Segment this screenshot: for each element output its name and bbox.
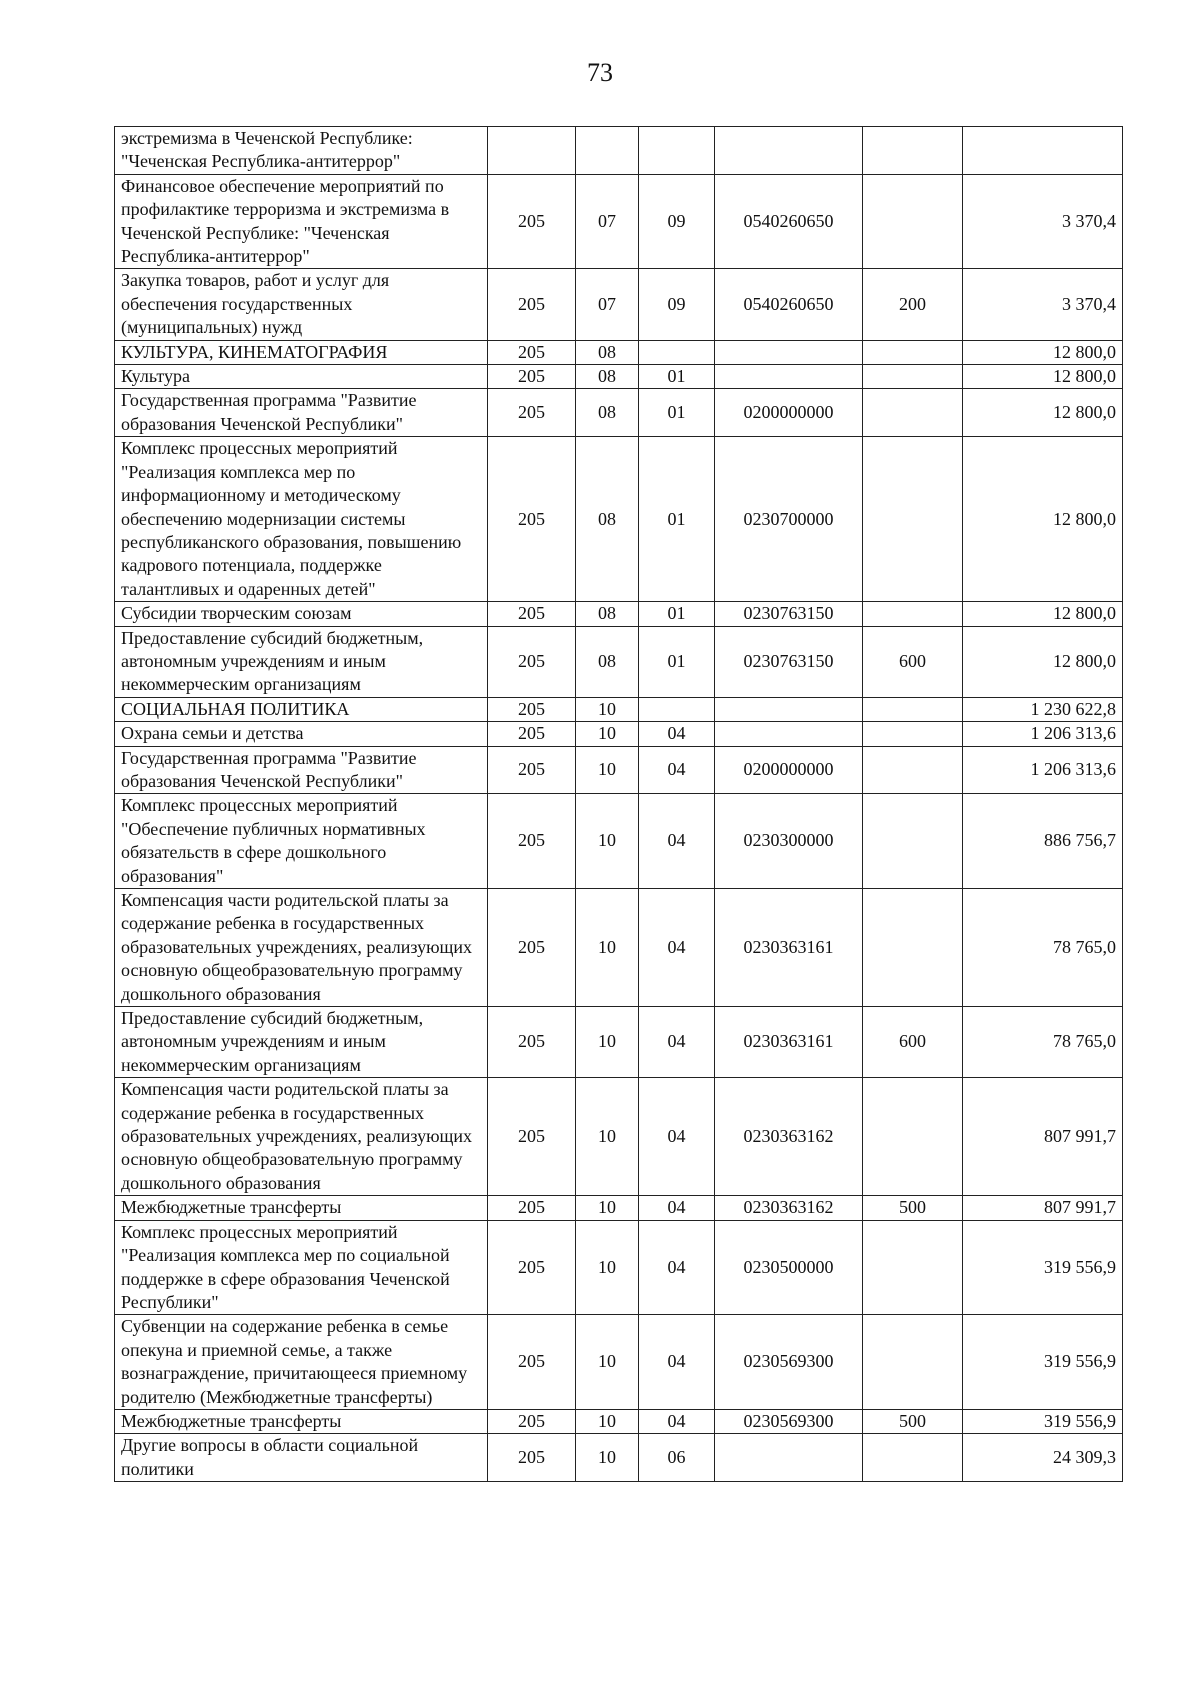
target-article-code: 0230500000 xyxy=(715,1220,863,1315)
subsection-code: 01 xyxy=(639,365,715,389)
target-article-code xyxy=(715,365,863,389)
amount: 24 309,3 xyxy=(963,1434,1123,1482)
grbs-code: 205 xyxy=(488,1220,576,1315)
section-code: 08 xyxy=(576,340,639,364)
amount: 78 765,0 xyxy=(963,889,1123,1007)
amount: 78 765,0 xyxy=(963,1007,1123,1078)
table-row xyxy=(115,626,1123,697)
section-code: 10 xyxy=(576,1196,639,1220)
budget-table-body xyxy=(115,127,1123,1482)
grbs-code: 205 xyxy=(488,722,576,746)
table-row xyxy=(115,697,1123,721)
budget-table xyxy=(114,126,1123,1482)
amount: 12 800,0 xyxy=(963,365,1123,389)
amount: 1 230 622,8 xyxy=(963,697,1123,721)
subsection-code: 04 xyxy=(639,794,715,889)
expense-name: Предоставление субсидий бюджетным, автономным учреждениям и иным некоммерческим организациям xyxy=(115,626,488,697)
section-code: 07 xyxy=(576,174,639,269)
expense-type-code xyxy=(863,889,963,1007)
target-article-code xyxy=(715,697,863,721)
expense-name: экстремизма в Чеченской Республике: "Чеченская Республика-антитеррор" xyxy=(115,127,488,175)
grbs-code: 205 xyxy=(488,1409,576,1433)
table-row xyxy=(115,389,1123,437)
table-row xyxy=(115,794,1123,889)
expense-name: Межбюджетные трансферты xyxy=(115,1196,488,1220)
amount: 3 370,4 xyxy=(963,269,1123,340)
subsection-code: 09 xyxy=(639,174,715,269)
grbs-code: 205 xyxy=(488,794,576,889)
grbs-code: 205 xyxy=(488,1434,576,1482)
table-row xyxy=(115,269,1123,340)
expense-type-code xyxy=(863,1315,963,1410)
grbs-code: 205 xyxy=(488,1196,576,1220)
amount: 12 800,0 xyxy=(963,602,1123,626)
expense-name: Субсидии творческим союзам xyxy=(115,602,488,626)
subsection-code: 01 xyxy=(639,389,715,437)
expense-name: Другие вопросы в области социальной политики xyxy=(115,1434,488,1482)
expense-name: Компенсация части родительской платы за содержание ребенка в государственных образовательных учреждениях, реализующих основную общеобразовательную программу дошкольного образования xyxy=(115,1078,488,1196)
table-row xyxy=(115,1409,1123,1433)
amount: 1 206 313,6 xyxy=(963,746,1123,794)
expense-name: СОЦИАЛЬНАЯ ПОЛИТИКА xyxy=(115,697,488,721)
grbs-code: 205 xyxy=(488,340,576,364)
section-code: 10 xyxy=(576,1007,639,1078)
subsection-code: 04 xyxy=(639,1007,715,1078)
expense-name: Компенсация части родительской платы за содержание ребенка в государственных образовательных учреждениях, реализующих основную общеобразовательную программу дошкольного образования xyxy=(115,889,488,1007)
section-code: 10 xyxy=(576,794,639,889)
table-row xyxy=(115,1007,1123,1078)
target-article-code xyxy=(715,1434,863,1482)
section-code xyxy=(576,127,639,175)
expense-type-code xyxy=(863,1434,963,1482)
subsection-code: 09 xyxy=(639,269,715,340)
amount: 886 756,7 xyxy=(963,794,1123,889)
expense-type-code: 200 xyxy=(863,269,963,340)
subsection-code: 04 xyxy=(639,1078,715,1196)
target-article-code: 0200000000 xyxy=(715,746,863,794)
subsection-code: 04 xyxy=(639,1409,715,1433)
grbs-code: 205 xyxy=(488,1078,576,1196)
expense-type-code xyxy=(863,1078,963,1196)
expense-type-code xyxy=(863,602,963,626)
expense-name: Финансовое обеспечение мероприятий по профилактике терроризма и экстремизма в Чеченской Республике: "Чеченская Республика-антитеррор" xyxy=(115,174,488,269)
table-row xyxy=(115,127,1123,175)
section-code: 10 xyxy=(576,1078,639,1196)
expense-name: Культура xyxy=(115,365,488,389)
grbs-code: 205 xyxy=(488,626,576,697)
target-article-code: 0540260650 xyxy=(715,269,863,340)
amount: 319 556,9 xyxy=(963,1409,1123,1433)
expense-type-code: 600 xyxy=(863,1007,963,1078)
expense-type-code xyxy=(863,389,963,437)
section-code: 08 xyxy=(576,437,639,602)
target-article-code: 0230700000 xyxy=(715,437,863,602)
expense-type-code xyxy=(863,746,963,794)
grbs-code: 205 xyxy=(488,389,576,437)
expense-name: Государственная программа "Развитие образования Чеченской Республики" xyxy=(115,746,488,794)
target-article-code xyxy=(715,127,863,175)
table-row xyxy=(115,889,1123,1007)
amount: 12 800,0 xyxy=(963,626,1123,697)
table-row xyxy=(115,1220,1123,1315)
table-row xyxy=(115,437,1123,602)
section-code: 10 xyxy=(576,697,639,721)
expense-name: Комплекс процессных мероприятий "Реализация комплекса мер по информационному и методическому обеспечению модернизации системы республиканского образования, повышению кадрового потенциала, поддержке талантливых и одаренных детей" xyxy=(115,437,488,602)
grbs-code: 205 xyxy=(488,174,576,269)
subsection-code: 04 xyxy=(639,889,715,1007)
target-article-code: 0230569300 xyxy=(715,1409,863,1433)
section-code: 10 xyxy=(576,1409,639,1433)
amount: 319 556,9 xyxy=(963,1220,1123,1315)
table-row xyxy=(115,1196,1123,1220)
expense-type-code xyxy=(863,697,963,721)
expense-type-code: 600 xyxy=(863,626,963,697)
target-article-code: 0230363161 xyxy=(715,1007,863,1078)
grbs-code: 205 xyxy=(488,697,576,721)
expense-type-code: 500 xyxy=(863,1196,963,1220)
grbs-code: 205 xyxy=(488,746,576,794)
table-row xyxy=(115,722,1123,746)
target-article-code: 0230763150 xyxy=(715,602,863,626)
section-code: 08 xyxy=(576,626,639,697)
subsection-code xyxy=(639,340,715,364)
grbs-code: 205 xyxy=(488,269,576,340)
amount: 807 991,7 xyxy=(963,1196,1123,1220)
subsection-code: 04 xyxy=(639,722,715,746)
amount: 319 556,9 xyxy=(963,1315,1123,1410)
table-row xyxy=(115,365,1123,389)
subsection-code: 06 xyxy=(639,1434,715,1482)
amount: 1 206 313,6 xyxy=(963,722,1123,746)
grbs-code: 205 xyxy=(488,1315,576,1410)
grbs-code: 205 xyxy=(488,1007,576,1078)
section-code: 08 xyxy=(576,602,639,626)
amount: 12 800,0 xyxy=(963,389,1123,437)
target-article-code: 0230363162 xyxy=(715,1196,863,1220)
expense-name: Закупка товаров, работ и услуг для обеспечения государственных (муниципальных) нужд xyxy=(115,269,488,340)
subsection-code: 04 xyxy=(639,1315,715,1410)
expense-name: Комплекс процессных мероприятий "Реализация комплекса мер по социальной поддержке в сфере образования Чеченской Республики" xyxy=(115,1220,488,1315)
section-code: 10 xyxy=(576,1315,639,1410)
target-article-code: 0230569300 xyxy=(715,1315,863,1410)
target-article-code: 0230363162 xyxy=(715,1078,863,1196)
subsection-code: 01 xyxy=(639,602,715,626)
target-article-code: 0230363161 xyxy=(715,889,863,1007)
grbs-code xyxy=(488,127,576,175)
target-article-code xyxy=(715,340,863,364)
target-article-code: 0230300000 xyxy=(715,794,863,889)
section-code: 10 xyxy=(576,889,639,1007)
amount: 12 800,0 xyxy=(963,437,1123,602)
subsection-code xyxy=(639,697,715,721)
expense-name: Предоставление субсидий бюджетным, автономным учреждениям и иным некоммерческим организациям xyxy=(115,1007,488,1078)
expense-name: Государственная программа "Развитие образования Чеченской Республики" xyxy=(115,389,488,437)
page-number: 73 xyxy=(587,58,613,87)
target-article-code xyxy=(715,722,863,746)
subsection-code: 01 xyxy=(639,626,715,697)
expense-type-code xyxy=(863,722,963,746)
expense-name: Охрана семьи и детства xyxy=(115,722,488,746)
section-code: 07 xyxy=(576,269,639,340)
amount: 807 991,7 xyxy=(963,1078,1123,1196)
expense-type-code xyxy=(863,127,963,175)
expense-type-code xyxy=(863,174,963,269)
grbs-code: 205 xyxy=(488,365,576,389)
table-row xyxy=(115,1315,1123,1410)
table-row xyxy=(115,1434,1123,1482)
expense-type-code xyxy=(863,365,963,389)
table-row xyxy=(115,174,1123,269)
table-row xyxy=(115,602,1123,626)
expense-type-code xyxy=(863,794,963,889)
amount: 3 370,4 xyxy=(963,174,1123,269)
expense-type-code: 500 xyxy=(863,1409,963,1433)
table-row xyxy=(115,746,1123,794)
section-code: 08 xyxy=(576,365,639,389)
expense-name: Комплекс процессных мероприятий "Обеспечение публичных нормативных обязательств в сфере дошкольного образования" xyxy=(115,794,488,889)
table-row xyxy=(115,340,1123,364)
subsection-code: 04 xyxy=(639,1196,715,1220)
subsection-code: 01 xyxy=(639,437,715,602)
grbs-code: 205 xyxy=(488,602,576,626)
section-code: 08 xyxy=(576,389,639,437)
target-article-code: 0200000000 xyxy=(715,389,863,437)
amount: 12 800,0 xyxy=(963,340,1123,364)
expense-name: Субвенции на содержание ребенка в семье опекуна и приемной семье, а также вознаграждение, причитающееся приемному родителю (Межбюджетные трансферты) xyxy=(115,1315,488,1410)
section-code: 10 xyxy=(576,722,639,746)
subsection-code: 04 xyxy=(639,746,715,794)
grbs-code: 205 xyxy=(488,889,576,1007)
subsection-code: 04 xyxy=(639,1220,715,1315)
section-code: 10 xyxy=(576,1434,639,1482)
subsection-code xyxy=(639,127,715,175)
table-row xyxy=(115,1078,1123,1196)
expense-type-code xyxy=(863,340,963,364)
expense-name: КУЛЬТУРА, КИНЕМАТОГРАФИЯ xyxy=(115,340,488,364)
expense-name: Межбюджетные трансферты xyxy=(115,1409,488,1433)
expense-type-code xyxy=(863,1220,963,1315)
section-code: 10 xyxy=(576,746,639,794)
expense-type-code xyxy=(863,437,963,602)
section-code: 10 xyxy=(576,1220,639,1315)
grbs-code: 205 xyxy=(488,437,576,602)
target-article-code: 0540260650 xyxy=(715,174,863,269)
target-article-code: 0230763150 xyxy=(715,626,863,697)
amount xyxy=(963,127,1123,175)
